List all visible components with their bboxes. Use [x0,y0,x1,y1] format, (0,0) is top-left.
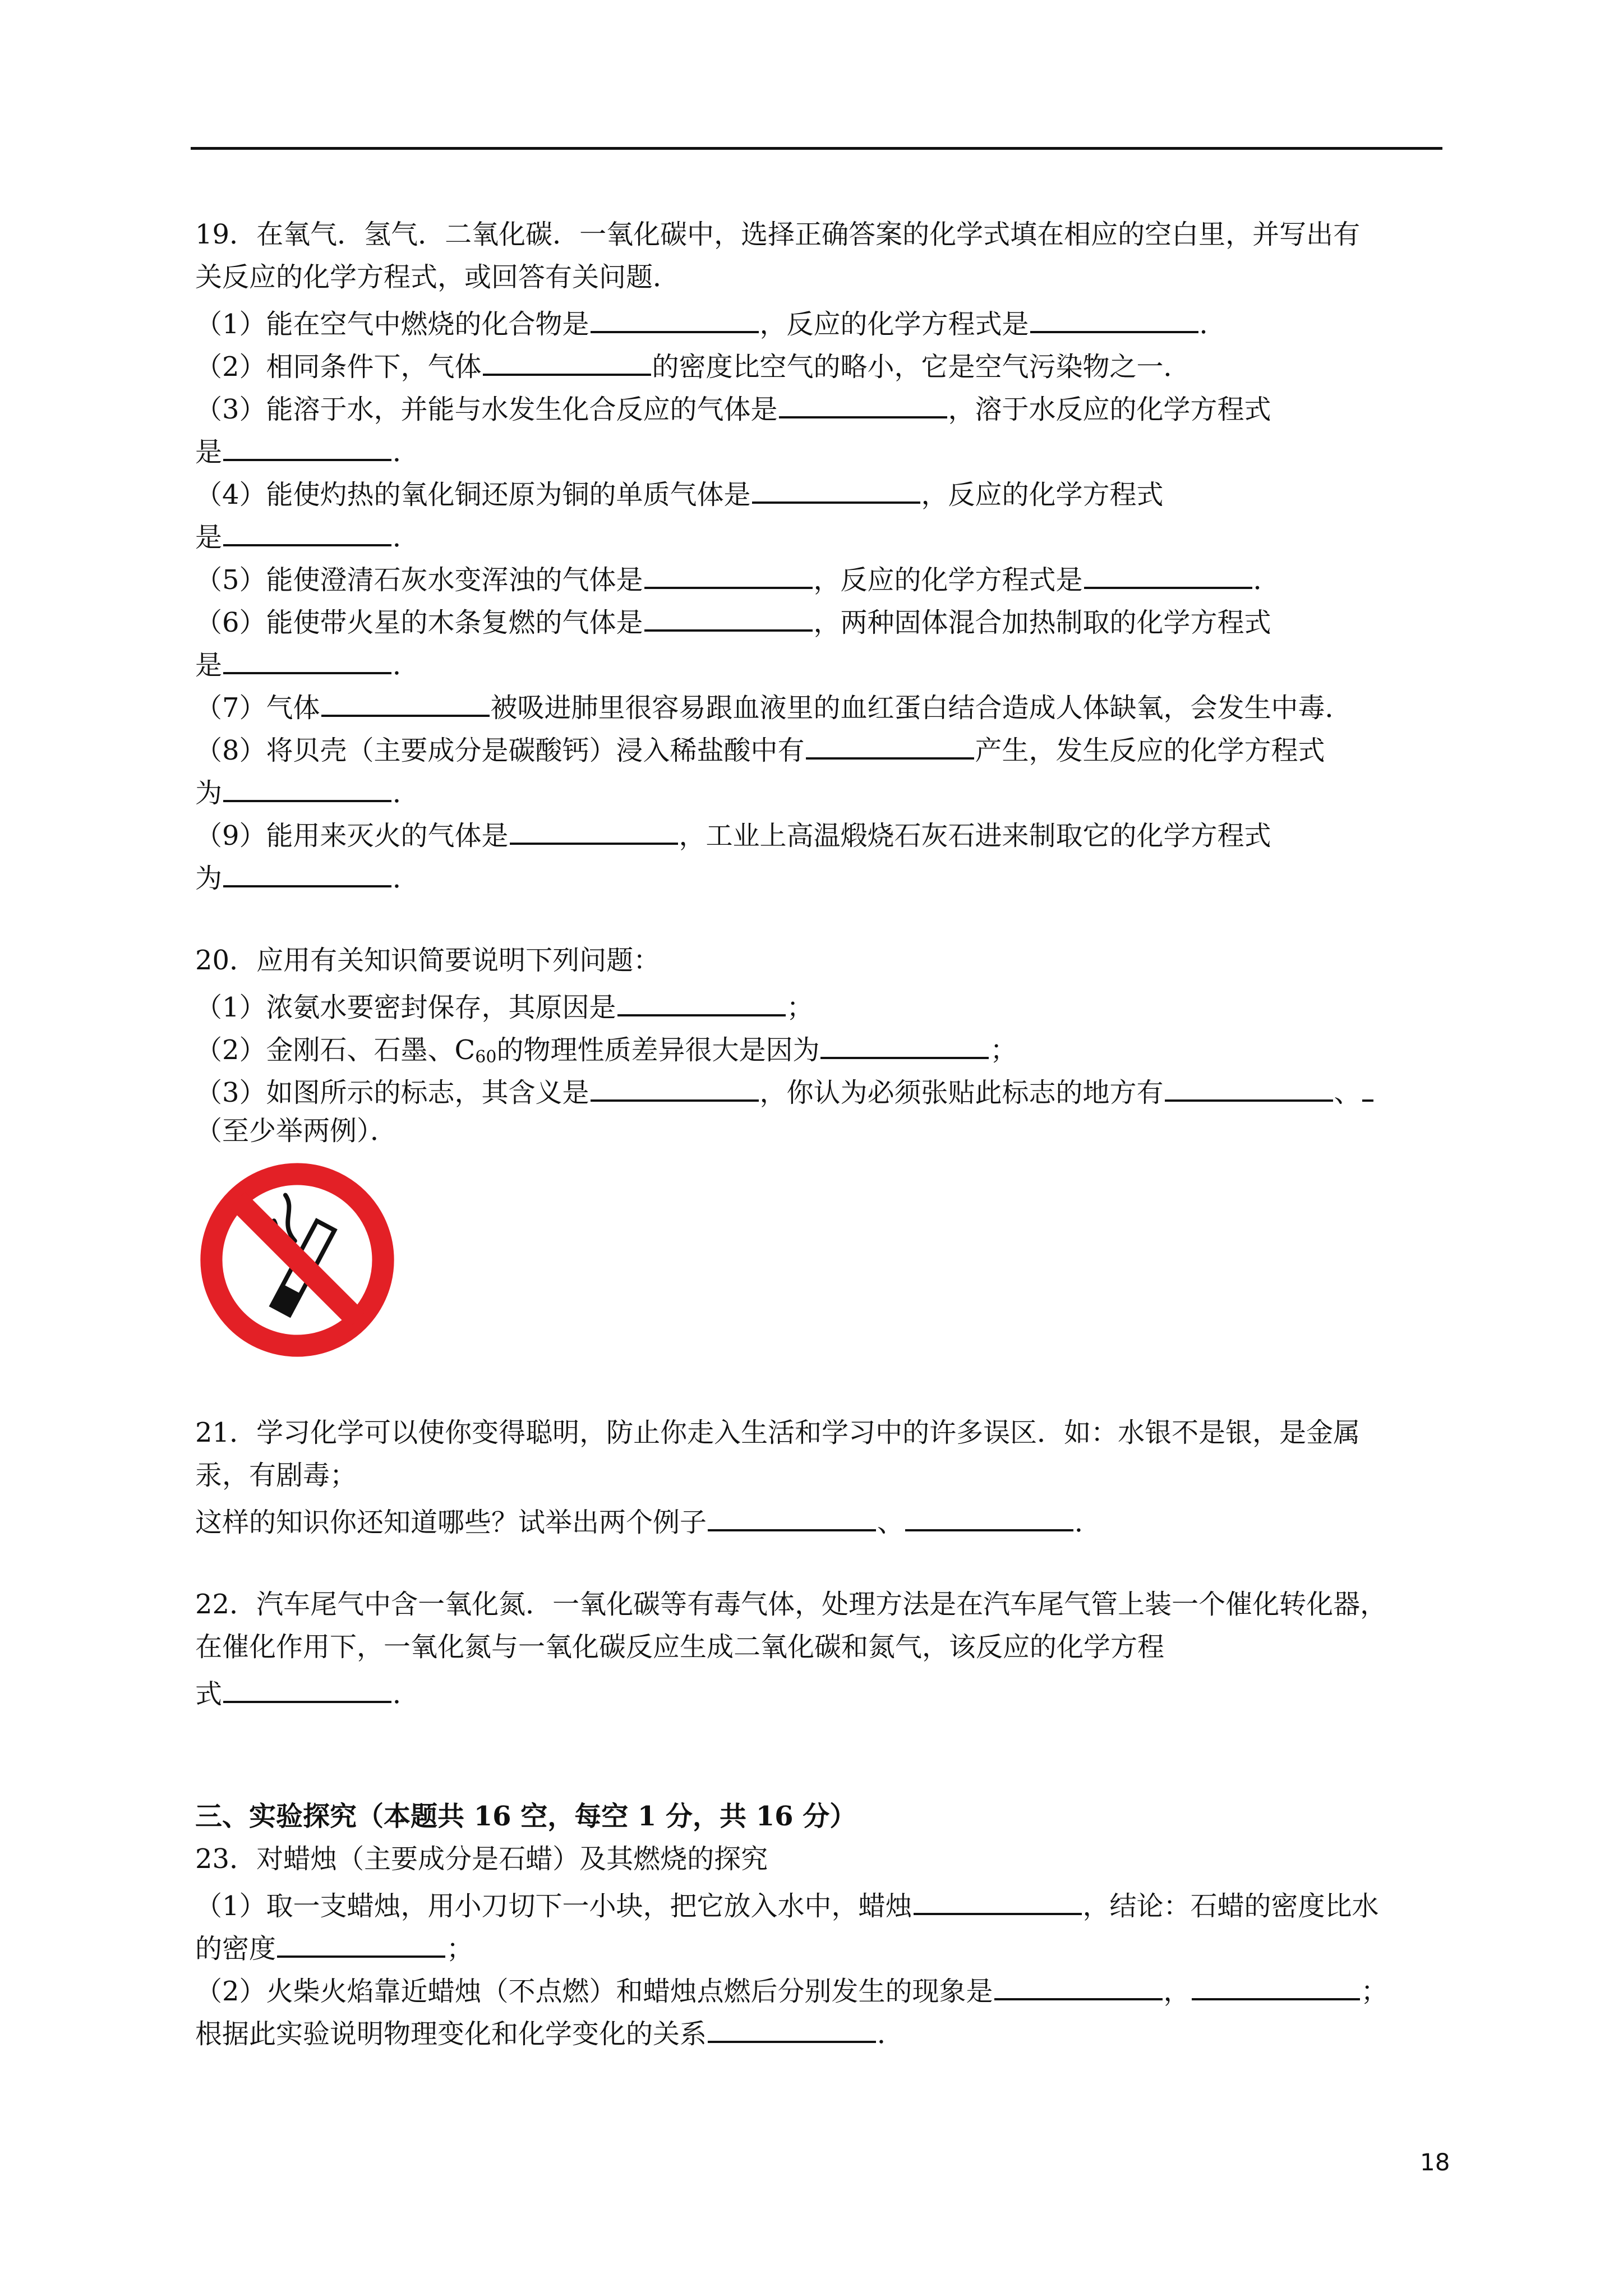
answer-blank[interactable] [1030,298,1198,333]
answer-blank[interactable] [223,426,391,461]
q23-item-3: 根据此实验说明物理变化和化学变化的关系 ． [195,2008,1446,2051]
answer-blank[interactable] [483,341,651,376]
answer-blank[interactable] [223,767,391,802]
answer-blank[interactable] [223,512,391,546]
q19-item-3: （3）能溶于水，并能与水发生化合反应的气体是 ，溶于水反应的化学方程式 [195,384,1446,426]
answer-blank[interactable] [708,1497,876,1531]
answer-blank[interactable] [914,1880,1082,1915]
section-heading: 三、实验探究（本题共 16 空，每空 1 分，共 16 分） [195,1801,857,1832]
answer-blank[interactable] [905,1497,1073,1531]
answer-blank[interactable] [1165,1067,1333,1102]
q19-item-3-cont: 是 ． [195,426,1446,469]
answer-blank[interactable] [1192,1966,1360,2000]
q20-intro: 20．应用有关知识简要说明下列问题： [195,945,661,976]
q19-item-5: （5）能使澄清石灰水变浑浊的气体是 ，反应的化学方程式是 ． [195,554,1446,597]
page-number: 18 [1420,2148,1450,2176]
answer-blank[interactable] [820,1024,989,1059]
q23-intro: 23．对蜡烛（主要成分是石蜡）及其燃烧的探究 [195,1843,768,1875]
subscript: 60 [475,1047,497,1067]
q19-item-9: （9）能用来灭火的气体是 ，工业上高温煅烧石灰石进来制取它的化学方程式 [195,810,1446,853]
no-smoking-sign-icon [197,1160,397,1360]
answer-blank[interactable] [752,469,920,504]
q22-line-3: 式 ． [195,1668,1446,1711]
q19-item-2: （2）相同条件下，气体 的密度比空气的略小，它是空气污染物之一． [195,341,1446,384]
spacer [195,1711,1446,1795]
answer-blank[interactable] [779,384,947,418]
q23-item-2: （2）火柴火焰靠近蜡烛（不点燃）和蜡烛点燃后分别发生的现象是 ， ； [195,1966,1446,2008]
q19-item-7: （7）气体 被吸进肺里很容易跟血液里的血红蛋白结合造成人体缺氧，会发生中毒． [195,682,1446,725]
q19-item-6: （6）能使带火星的木条复燃的气体是 ，两种固体混合加热制取的化学方程式 [195,597,1446,639]
answer-blank[interactable] [644,554,813,589]
answer-blank[interactable] [591,1067,759,1102]
q19-item-6-cont: 是 ． [195,639,1446,682]
answer-blank[interactable] [223,853,391,887]
q20-item-1: （1）浓氨水要密封保存，其原因是 ； [195,982,1446,1024]
answer-blank[interactable] [644,597,813,632]
answer-blank[interactable] [1362,1067,1373,1102]
q22-line-1: 22．汽车尾气中含一氧化氮．一氧化碳等有毒气体，处理方法是在汽车尾气管上装一个催化转化器， [195,1589,1387,1620]
answer-blank[interactable] [994,1966,1163,2000]
q19-item-8: （8）将贝壳（主要成分是碳酸钙）浸入稀盐酸中有 产生，发生反应的化学方程式 [195,725,1446,767]
q19-intro-2: 关反应的化学方程式，或回答有关问题． [195,261,680,293]
answer-blank[interactable] [708,2008,876,2043]
answer-blank[interactable] [806,725,974,760]
q21-line-2: 汞，有剧毒； [195,1460,357,1491]
q23-item-1-cont: 的密度 ； [195,1923,1446,1966]
q19-item-4: （4）能使灼热的氧化铜还原为铜的单质气体是 ，反应的化学方程式 [195,469,1446,512]
q19-item-8-cont: 为 ． [195,767,1446,810]
q21-line-3: 这样的知识你还知道哪些？试举出两个例子 、 ． [195,1497,1446,1539]
answer-blank[interactable] [510,810,678,845]
answer-blank[interactable] [223,639,391,674]
q23-item-1: （1）取一支蜡烛，用小刀切下一小块，把它放入水中，蜡烛 ，结论：石蜡的密度比水 [195,1880,1446,1923]
document-body [195,213,1446,2051]
answer-blank[interactable] [617,982,786,1016]
spacer [195,895,1446,939]
answer-blank[interactable] [1084,554,1252,589]
answer-blank[interactable] [223,1668,391,1703]
q20-item-2: （2）金刚石、石墨、$C_{60}$的物理性质差异很大是因为 ； [195,1024,1446,1067]
answer-blank[interactable] [591,298,759,333]
q19-item-1: （1）能在空气中燃烧的化合物是 ，反应的化学方程式是 ． [195,298,1446,341]
spacer [195,1368,1446,1411]
spacer [195,1539,1446,1583]
header-rule [191,147,1442,150]
q19-item-9-cont: 为 ． [195,853,1446,895]
q21-line-1: 21．学习化学可以使你变得聪明，防止你走入生活和学习中的许多误区．如：水银不是银，是金属 [195,1417,1361,1448]
q20-item-3-cont: （至少举两例）． [195,1115,398,1147]
answer-blank[interactable] [277,1923,445,1958]
answer-blank[interactable] [321,682,490,717]
q19-item-4-cont: 是 ． [195,512,1446,554]
q19-intro-1: 19．在氧气．氢气．二氧化碳．一氧化碳中，选择正确答案的化学式填在相应的空白里，并写出有 [195,219,1361,250]
q20-item-3: （3）如图所示的标志，其含义是 ，你认为必须张贴此标志的地方有 、 [195,1067,1446,1110]
q22-line-2: 在催化作用下，一氧化氮与一氧化碳反应生成二氧化碳和氮气，该反应的化学方程 [195,1631,1165,1663]
